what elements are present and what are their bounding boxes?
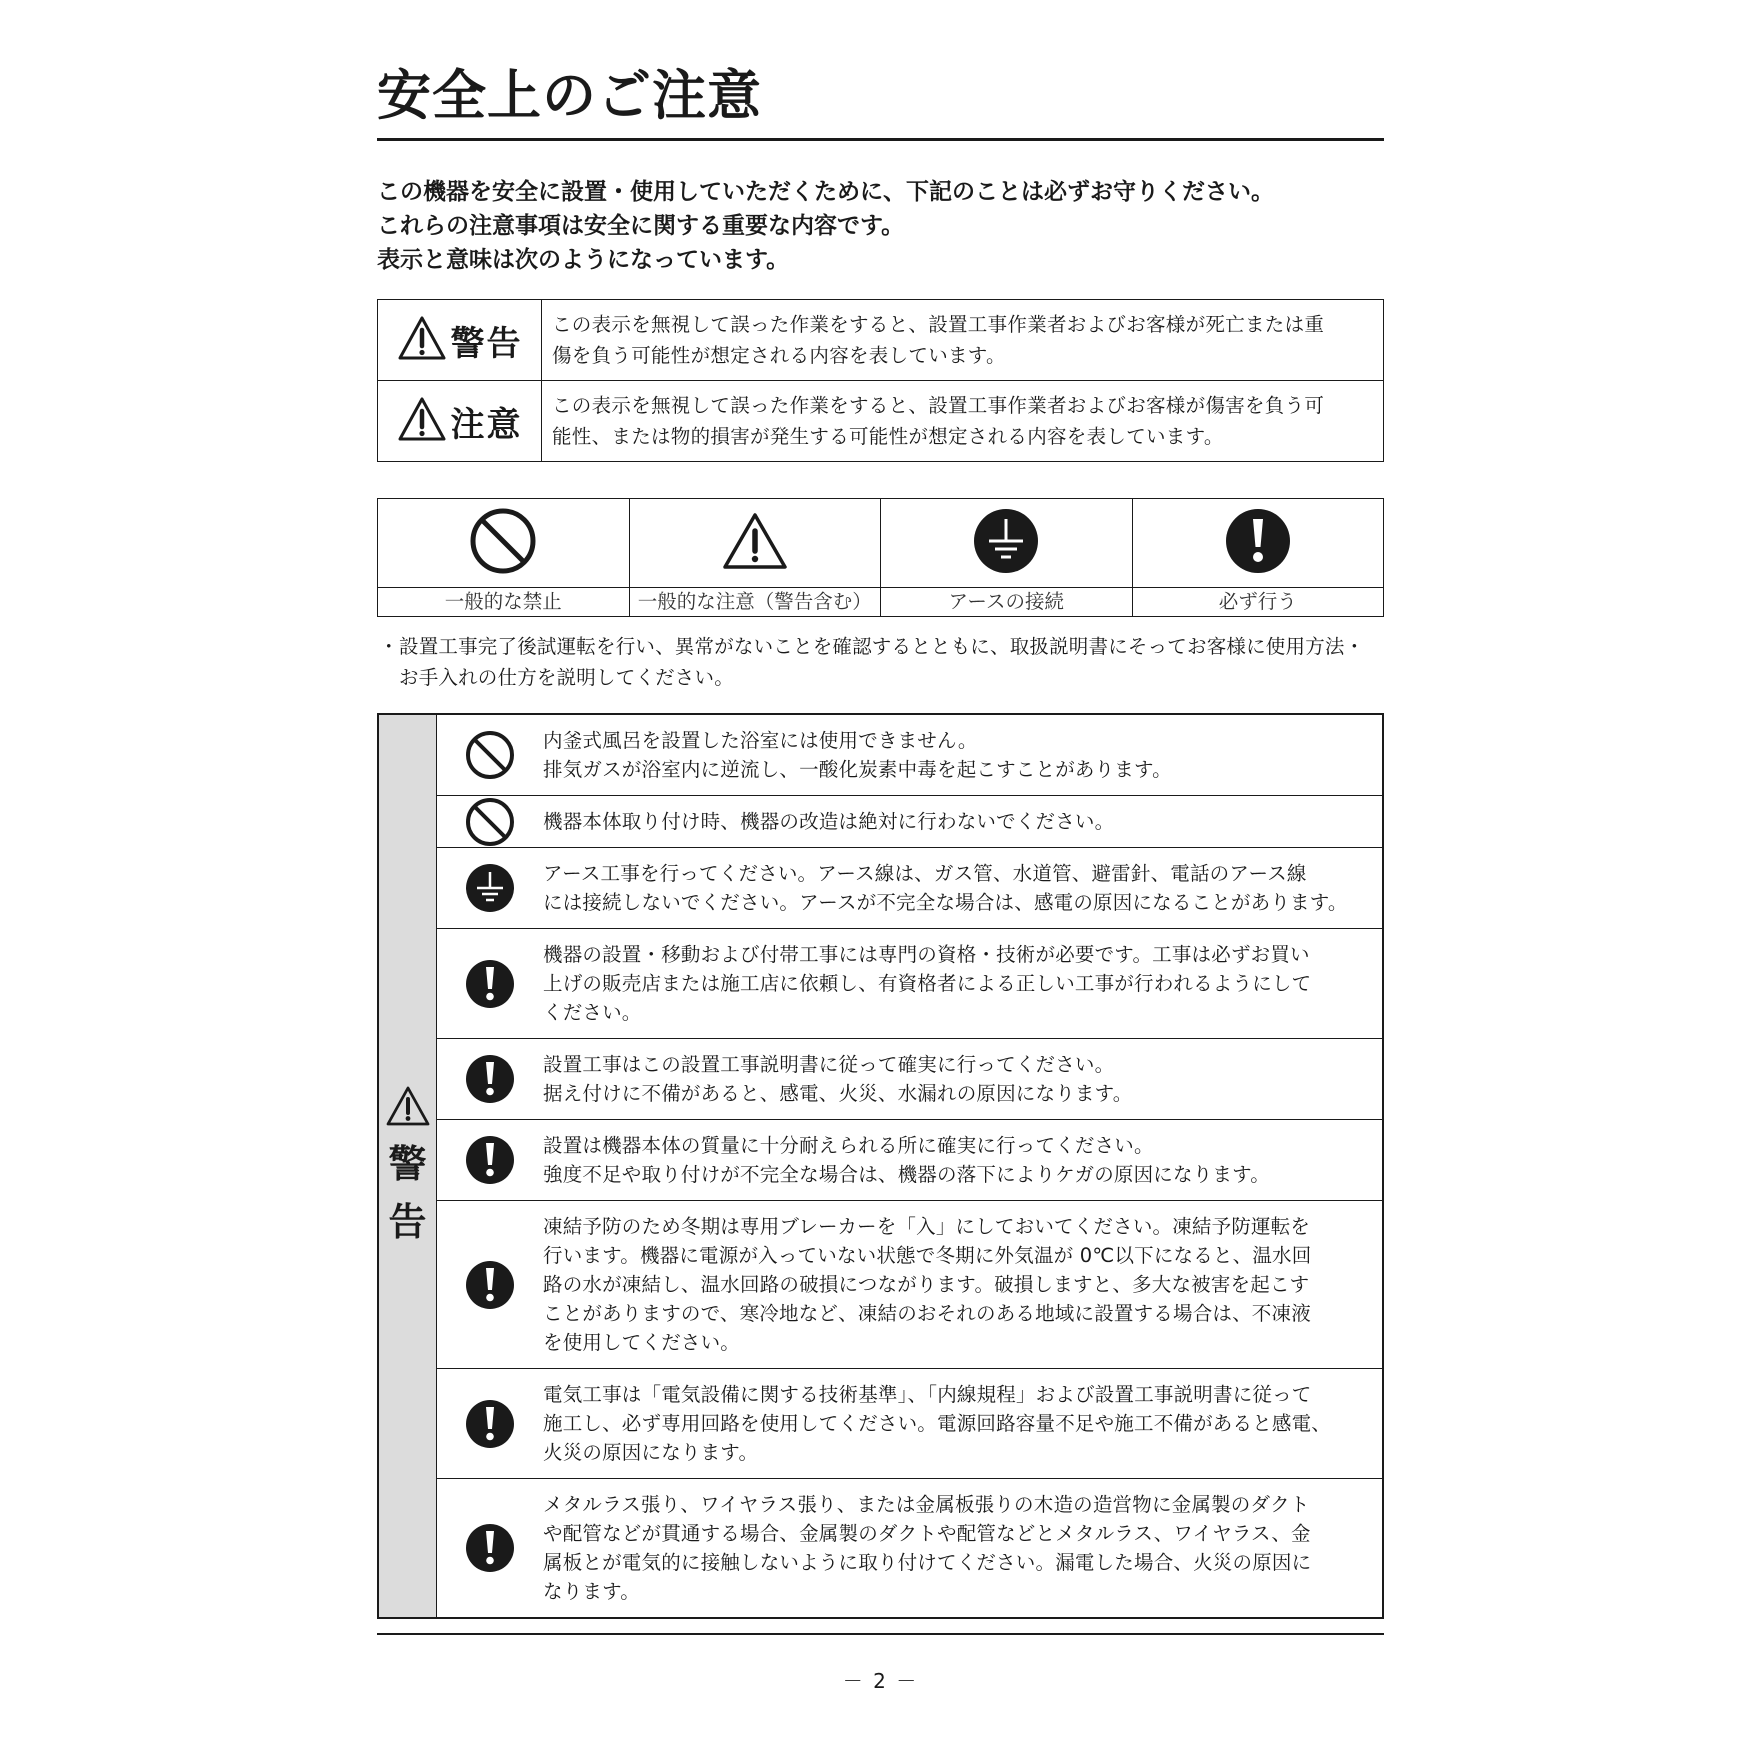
warning-item-line: メタルラス張り、ワイヤラス張り、または金属板張りの木造の造営物に金属製のダクト: [543, 1493, 1310, 1516]
symbol-caption: 一般的な禁止: [378, 588, 630, 617]
symbol-caption: 必ず行う: [1132, 588, 1384, 617]
warning-section: [377, 713, 1384, 1619]
warning-items: [437, 715, 1382, 1617]
warning-item: [437, 715, 1382, 796]
legend-caution-text: 注意: [450, 404, 523, 445]
legend-caution-desc: [542, 381, 1384, 462]
bullet: ・: [379, 635, 399, 658]
warning-item: [437, 1120, 1382, 1201]
warning-item-text: [543, 1039, 1382, 1119]
legend-line: 能性、または物的損害が発生する可能性が想定される内容を表しています。: [552, 425, 1224, 448]
symbol-cell: [378, 499, 630, 588]
legend-line: この表示を無視して誤った作業をすると、設置工事作業者およびお客様が死亡または重: [552, 313, 1325, 336]
prohibition-icon: [437, 730, 543, 780]
warning-item-line: ことがありますので、寒冷地など、凍結のおそれのある地域に設置する場合は、不凍液: [543, 1302, 1311, 1325]
warning-item-text: [543, 796, 1382, 847]
warning-side-char: 警: [388, 1142, 427, 1186]
warning-item-line: 機器本体取り付け時、機器の改造は絶対に行わないでください。: [543, 810, 1115, 833]
intro-text: [377, 175, 1384, 277]
mandatory-icon: [437, 1260, 543, 1310]
warning-item-line: 凍結予防のため冬期は専用ブレーカーを「入」にしておいてください。凍結予防運転を: [543, 1215, 1311, 1238]
warning-item-line: ください。: [543, 1001, 642, 1024]
legend-line: 傷を負う可能性が想定される内容を表しています。: [552, 344, 1006, 367]
legend-warning-text: 警告: [450, 323, 523, 364]
warning-item-line: 機器の設置・移動および付帯工事には専門の資格・技術が必要です。工事は必ずお買い: [543, 943, 1310, 966]
intro-line: これらの注意事項は安全に関する重要な内容です。: [377, 213, 905, 239]
warning-side-label: [379, 715, 437, 1617]
legend-line: この表示を無視して誤った作業をすると、設置工事作業者およびお客様が傷害を負う可: [552, 394, 1325, 417]
mandatory-icon: [1224, 560, 1292, 579]
warning-item-line: 排気ガスが浴室内に逆流し、一酸化炭素中毒を起こすことがあります。: [543, 758, 1172, 781]
installation-note: [377, 631, 1384, 693]
warning-item-line: なります。: [543, 1580, 640, 1603]
intro-line: この機器を安全に設置・使用していただくために、下記のことは必ずお守りください。: [377, 179, 1274, 205]
legend-table: [377, 299, 1384, 462]
warning-item-line: 強度不足や取り付けが不完全な場合は、機器の落下によりケガの原因になります。: [543, 1163, 1270, 1186]
legend-caution-label: [378, 381, 542, 462]
title-rule: [377, 138, 1384, 141]
mandatory-icon: [437, 1135, 543, 1185]
mandatory-icon: [437, 1399, 543, 1449]
caution-triangle-icon: [385, 1085, 431, 1131]
mandatory-icon: [437, 1054, 543, 1104]
warning-item-line: 上げの販売店または施工店に依頼し、有資格者による正しい工事が行われるようにして: [543, 972, 1312, 995]
warning-item-text: [543, 1120, 1382, 1200]
prohibition-icon: [469, 560, 537, 579]
symbol-legend-table: [377, 498, 1384, 617]
warning-item: [437, 1201, 1382, 1369]
symbol-caption: アースの接続: [881, 588, 1133, 617]
page-title: 安全上のご注意: [377, 64, 762, 127]
legend-warning-label: [378, 300, 542, 381]
warning-item-line: 内釜式風呂を設置した浴室には使用できません。: [543, 729, 978, 752]
warning-item: [437, 1479, 1382, 1617]
warning-item-line: 路の水が凍結し、温水回路の破損につながります。破損しますと、多大な被害を起こす: [543, 1273, 1310, 1296]
ground-icon: [972, 560, 1040, 579]
warning-item-line: には接続しないでください。アースが不完全な場合は、感電の原因になることがあります。: [543, 891, 1348, 914]
warning-item-line: や配管などが貫通する場合、金属製のダクトや配管などとメタルラス、ワイヤラス、金: [543, 1522, 1311, 1545]
bottom-rule: [377, 1633, 1384, 1635]
warning-item-line: 属板とが電気的に接触しないように取り付けてください。漏電した場合、火災の原因に: [543, 1551, 1312, 1574]
mandatory-icon: [437, 1523, 543, 1573]
warning-item: [437, 929, 1382, 1039]
warning-item-text: [543, 1369, 1382, 1478]
warning-item: [437, 1369, 1382, 1479]
note-line: 設置工事完了後試運転を行い、異常がないことを確認するとともに、取扱説明書にそってお客様に使用方法・: [399, 635, 1365, 658]
warning-item-text: [543, 1201, 1382, 1368]
warning-item-text: [543, 1479, 1382, 1617]
warning-item-text: [543, 848, 1382, 928]
page: [377, 60, 1384, 1694]
note-line: お手入れの仕方を説明してください。: [399, 666, 734, 689]
warning-item-line: アース工事を行ってください。アース線は、ガス管、水道管、避雷針、電話のアース線: [543, 862, 1307, 885]
warning-item-line: 行います。機器に電源が入っていない状態で冬期に外気温が 0℃以下になると、温水回: [543, 1244, 1312, 1267]
symbol-cell: [881, 499, 1133, 588]
caution-triangle-icon: [397, 315, 447, 365]
warning-item: [437, 1039, 1382, 1120]
warning-item-line: 電気工事は「電気設備に関する技術基準」、「内線規程」および設置工事説明書に従って: [543, 1383, 1312, 1406]
warning-item-text: [543, 929, 1382, 1038]
legend-warning-desc: [542, 300, 1384, 381]
warning-item-line: 火災の原因になります。: [543, 1441, 759, 1464]
warning-side-char: 告: [388, 1200, 427, 1244]
mandatory-icon: [437, 959, 543, 1009]
caution-triangle-icon: [397, 396, 447, 446]
page-number: － 2 －: [842, 1668, 919, 1693]
warning-item-text: [543, 715, 1382, 795]
symbol-cell: [1132, 499, 1384, 588]
warning-item-line: 設置は機器本体の質量に十分耐えられる所に確実に行ってください。: [543, 1134, 1154, 1157]
warning-item: [437, 796, 1382, 848]
warning-item-line: 施工し、必ず専用回路を使用してください。電源回路容量不足や施工不備があると感電、: [543, 1412, 1332, 1435]
ground-icon: [437, 863, 543, 913]
prohibition-icon: [437, 797, 543, 847]
caution-triangle-icon: [721, 556, 789, 575]
symbol-caption: 一般的な注意（警告含む）: [629, 588, 881, 617]
warning-item: [437, 848, 1382, 929]
symbol-cell: [629, 499, 881, 588]
warning-item-line: 設置工事はこの設置工事説明書に従って確実に行ってください。: [543, 1053, 1115, 1076]
warning-item-line: を使用してください。: [543, 1331, 741, 1354]
warning-item-line: 据え付けに不備があると、感電、火災、水漏れの原因になります。: [543, 1082, 1133, 1105]
intro-line: 表示と意味は次のようになっています。: [377, 247, 790, 273]
